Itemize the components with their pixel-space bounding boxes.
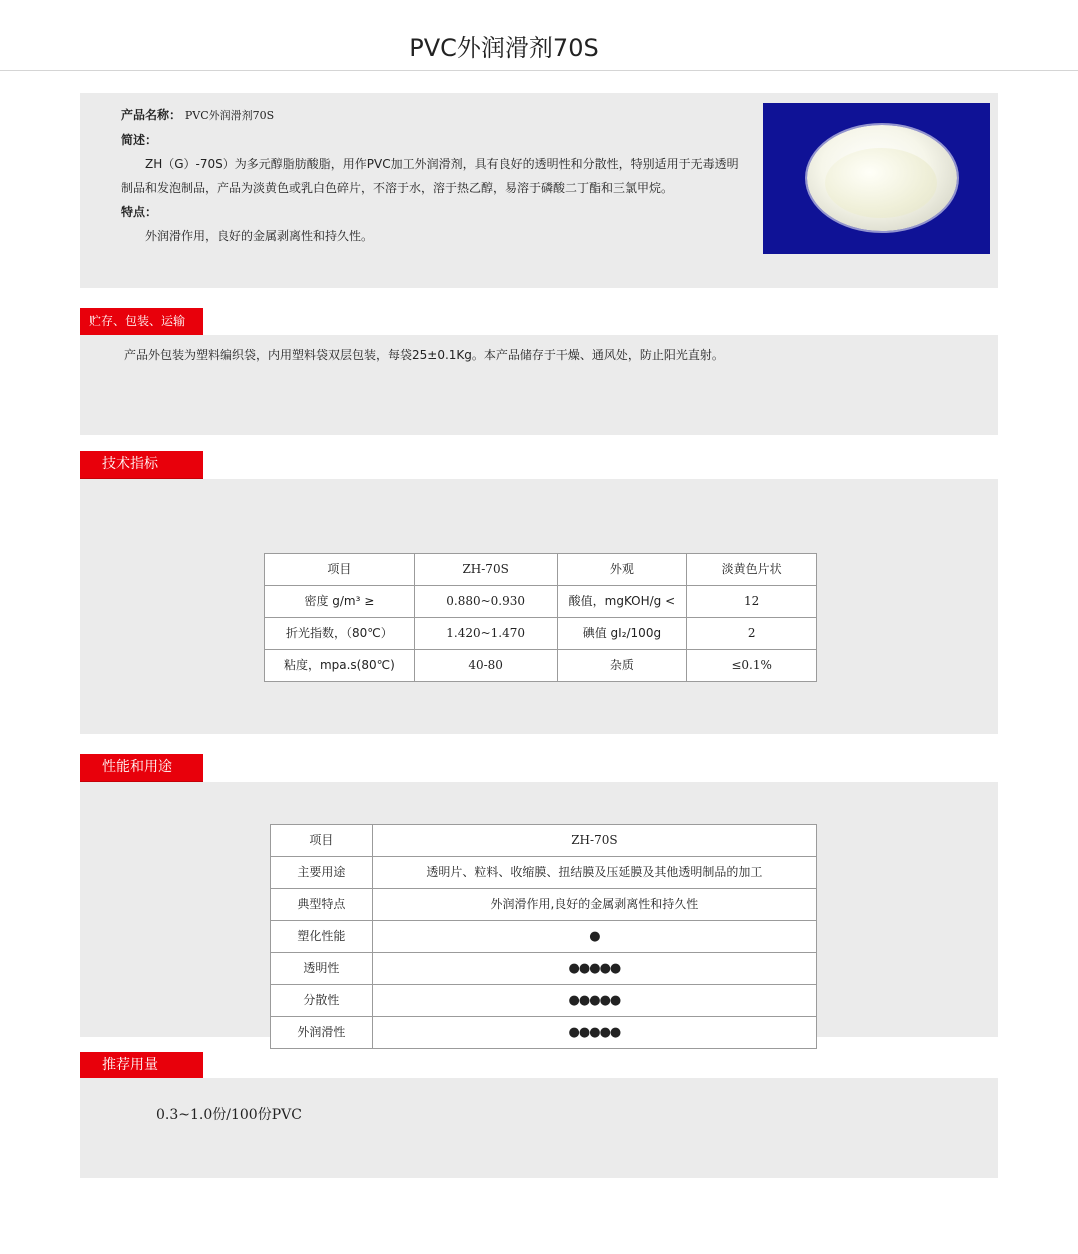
table-cell: ZH-70S (414, 554, 557, 586)
table-row (265, 618, 817, 650)
storage-panel (80, 335, 998, 435)
table-cell: 2 (687, 618, 817, 650)
dosage-section-tag: 推荐用量 (80, 1052, 203, 1080)
specs-table (264, 553, 817, 682)
dosage-text: 0.3~1.0份/100份PVC (156, 1107, 302, 1123)
table-cell: 外润滑性 (271, 1017, 373, 1049)
table-cell: 酸值，mgKOH/g < (557, 586, 687, 618)
rating-dots: ●●●●● (372, 953, 816, 985)
table-cell: 0.880~0.930 (414, 586, 557, 618)
table-cell: ZH-70S (372, 825, 816, 857)
table-cell: 外观 (557, 554, 687, 586)
product-intro-text (121, 103, 741, 248)
specs-panel (80, 479, 998, 734)
performance-section-tag: 性能和用途 (80, 754, 203, 782)
table-cell: 项目 (265, 554, 415, 586)
table-row (271, 1017, 817, 1049)
table-cell: 透明片、粒料、收缩膜、扭结膜及压延膜及其他透明制品的加工 (372, 857, 816, 889)
performance-panel (80, 782, 998, 1040)
title-divider (0, 70, 1078, 71)
table-cell: 1.420~1.470 (414, 618, 557, 650)
table-row (271, 825, 817, 857)
table-cell: 主要用途 (271, 857, 373, 889)
page-title: PVC外润滑剂70S (409, 34, 599, 62)
table-cell: 12 (687, 586, 817, 618)
table-row (271, 889, 817, 921)
product-intro-panel (80, 93, 998, 288)
table-cell: 塑化性能 (271, 921, 373, 953)
product-name-label: 产品名称： (121, 108, 182, 122)
table-cell: 折光指数，（80℃） (265, 618, 415, 650)
table-row (271, 985, 817, 1017)
rating-dots: ● (372, 921, 816, 953)
table-cell: 外润滑作用,良好的金属剥离性和持久性 (372, 889, 816, 921)
table-cell: 40-80 (414, 650, 557, 682)
table-cell: 分散性 (271, 985, 373, 1017)
table-cell: 透明性 (271, 953, 373, 985)
powder-image (825, 148, 937, 218)
description-label: 简述： (121, 133, 158, 147)
table-cell: 碘值 gI₂/100g (557, 618, 687, 650)
performance-table (270, 824, 817, 1049)
product-name-value: PVC外润滑剂70S (184, 109, 275, 122)
rating-dots: ●●●●● (372, 985, 816, 1017)
storage-section-tag: 贮存、包装、运输 (80, 308, 203, 336)
storage-text: 产品外包装为塑料编织袋，内用塑料袋双层包装，每袋25±0.1Kg。本产品储存于干燥、通风处，防止阳光直射。 (124, 348, 724, 362)
table-cell: 淡黄色片状 (687, 554, 817, 586)
table-cell: 项目 (271, 825, 373, 857)
table-row (265, 650, 817, 682)
table-cell: 密度 g/m³ ≥ (265, 586, 415, 618)
table-cell: 杂质 (557, 650, 687, 682)
table-cell: 典型特点 (271, 889, 373, 921)
table-row (271, 953, 817, 985)
feature-label: 特点： (121, 205, 158, 219)
table-row (265, 554, 817, 586)
rating-dots: ●●●●● (372, 1017, 816, 1049)
table-row (271, 921, 817, 953)
feature-text: 外润滑作用，良好的金属剥离性和持久性。 (145, 229, 374, 243)
dosage-panel (80, 1078, 998, 1178)
product-photo (763, 103, 990, 254)
table-cell: 粘度，mpa.s(80℃) (265, 650, 415, 682)
table-cell: ≤0.1% (687, 650, 817, 682)
table-row (265, 586, 817, 618)
specs-section-tag: 技术指标 (80, 451, 203, 479)
table-row (271, 857, 817, 889)
description-text: ZH（G）-70S）为多元醇脂肪酸脂，用作PVC加工外润滑剂，具有良好的透明性和分散性，特别适用于无毒透明制品和发泡制品，产品为淡黄色或乳白色碎片，不溶于水，溶于热乙醇，易溶于磷酸二丁酯和三氯甲烷。 (121, 157, 739, 195)
